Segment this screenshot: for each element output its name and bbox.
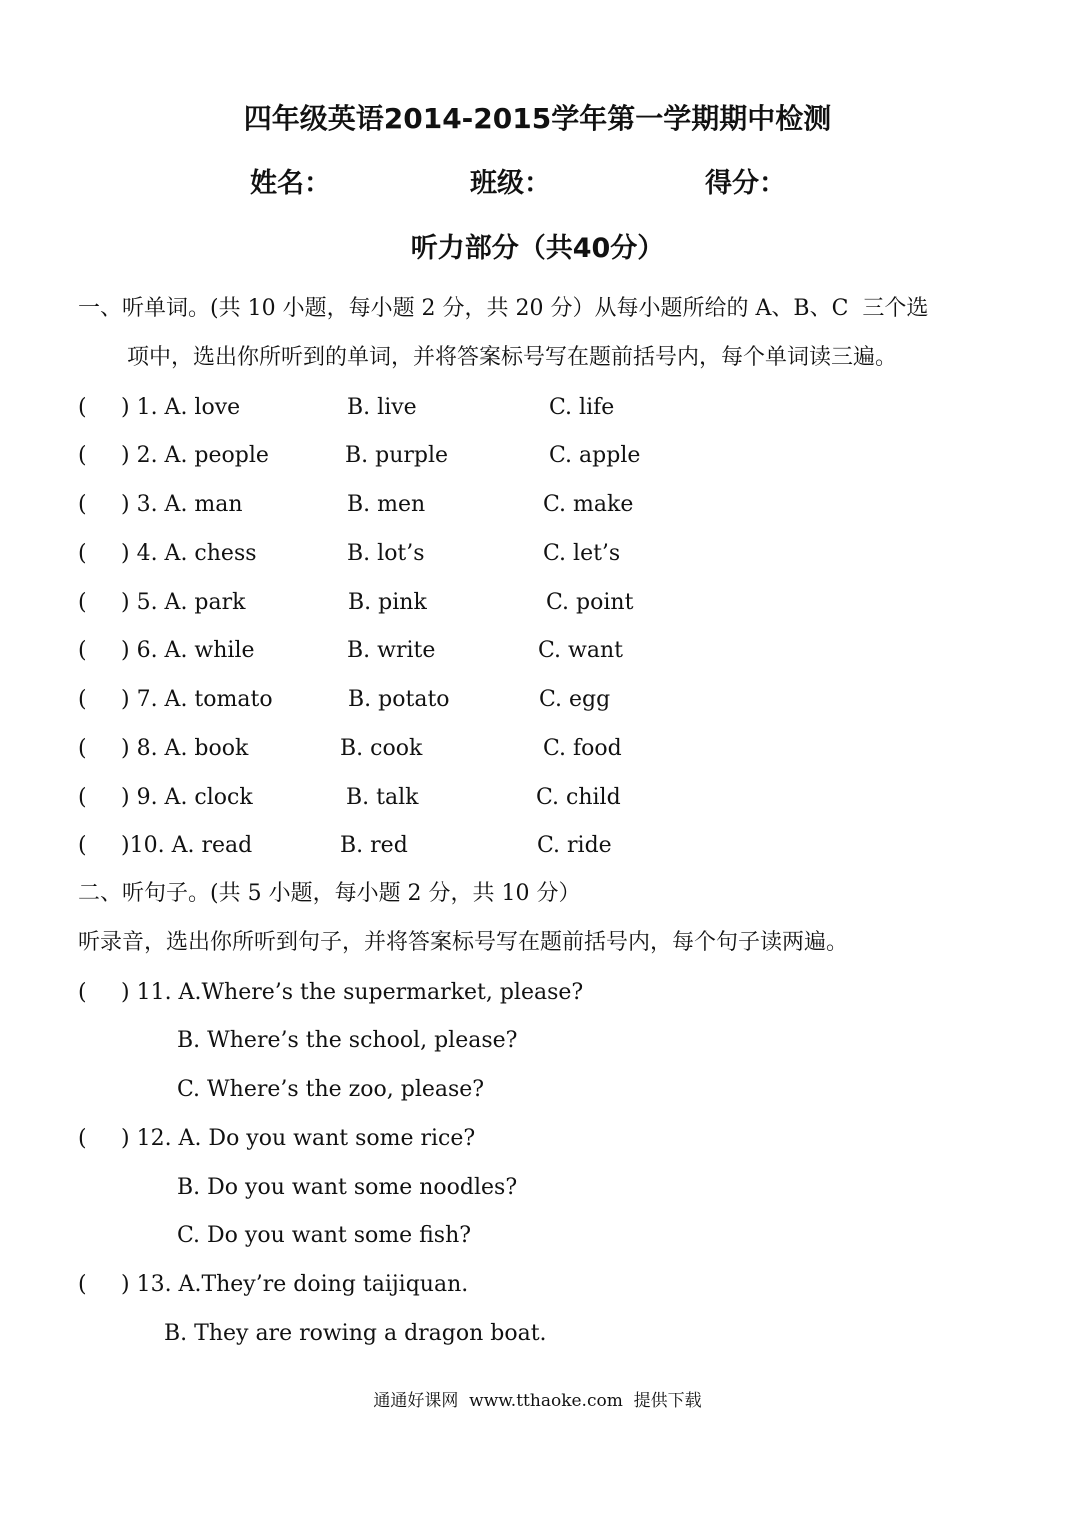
option-c: C. let’s (543, 541, 621, 566)
footer-credit: 通通好课网 www.tthaoke.com 提供下载 (373, 1391, 702, 1411)
option-b: B. write (347, 638, 436, 663)
option-b: B. live (347, 395, 417, 420)
option-c: C. Do you want some fish? (177, 1223, 472, 1248)
option-a: ) 7. A. tomato (121, 687, 273, 712)
option-c: C. food (543, 736, 622, 761)
option-b: B. men (347, 492, 426, 517)
page-title: 四年级英语2014-2015学年第一学期期中检测 (243, 102, 832, 135)
answer-paren: ( (78, 833, 87, 858)
answer-paren: ( (78, 785, 87, 810)
part1-heading-line2: 项中，选出你所听到的单词，并将答案标号写在题前括号内，每个单词读三遍。 (127, 345, 898, 370)
answer-paren: ( (78, 492, 87, 517)
answer-paren: ( (78, 395, 87, 420)
option-b: B. Do you want some noodles? (177, 1175, 518, 1200)
option-b: B. red (340, 833, 408, 858)
option-c: C. want (538, 638, 623, 663)
section-title: 听力部分（共40分） (410, 233, 665, 264)
option-b: B. cook (340, 736, 423, 761)
answer-paren: ( (78, 736, 87, 761)
option-c: C. Where’s the zoo, please? (177, 1077, 485, 1102)
option-a: ) 4. A. chess (121, 541, 257, 566)
part2-heading-line2: 听录音，选出你所听到句子，并将答案标号写在题前括号内，每个句子读两遍。 (78, 930, 849, 955)
option-b: B. pink (348, 590, 427, 615)
option-a: ) 1. A. love (121, 395, 241, 420)
option-b: B. potato (348, 687, 450, 712)
option-a: ) 11. A.Where’s the supermarket, please? (121, 980, 584, 1005)
option-c: C. life (549, 395, 615, 420)
option-a: ) 3. A. man (121, 492, 243, 517)
answer-paren: ( (78, 1272, 87, 1297)
option-c: C. make (543, 492, 634, 517)
score-label: 得分： (705, 168, 786, 199)
option-a: ) 6. A. while (121, 638, 255, 663)
answer-paren: ( (78, 638, 87, 663)
option-b: B. talk (346, 785, 419, 810)
part1-heading-line1: 一、听单词。(共 10 小题，每小题 2 分，共 20 分）从每小题所给的 A、B、C 三个选 (78, 296, 929, 321)
option-a: ) 12. A. Do you want some rice? (121, 1126, 476, 1151)
answer-paren: ( (78, 980, 87, 1005)
option-c: C. egg (539, 687, 611, 712)
option-c: C. child (536, 785, 621, 810)
answer-paren: ( (78, 687, 87, 712)
answer-paren: ( (78, 590, 87, 615)
option-a: ) 5. A. park (121, 590, 246, 615)
option-b: B. lot’s (347, 541, 425, 566)
option-c: C. point (546, 590, 634, 615)
name-label: 姓名： (250, 168, 331, 199)
part2-heading-line1: 二、听句子。(共 5 小题，每小题 2 分，共 10 分） (78, 881, 581, 906)
option-a: ) 8. A. book (121, 736, 249, 761)
answer-paren: ( (78, 443, 87, 468)
option-b: B. purple (345, 443, 449, 468)
option-b: B. They are rowing a dragon boat. (164, 1321, 547, 1346)
option-a: ) 13. A.They’re doing taijiquan. (121, 1272, 469, 1297)
class-label: 班级： (470, 168, 551, 199)
answer-paren: ( (78, 541, 87, 566)
option-b: B. Where’s the school, please? (177, 1028, 518, 1053)
option-a: ) 9. A. clock (121, 785, 253, 810)
option-a: )10. A. read (121, 833, 253, 858)
option-c: C. ride (537, 833, 612, 858)
answer-paren: ( (78, 1126, 87, 1151)
option-a: ) 2. A. people (121, 443, 269, 468)
option-c: C. apple (549, 443, 641, 468)
